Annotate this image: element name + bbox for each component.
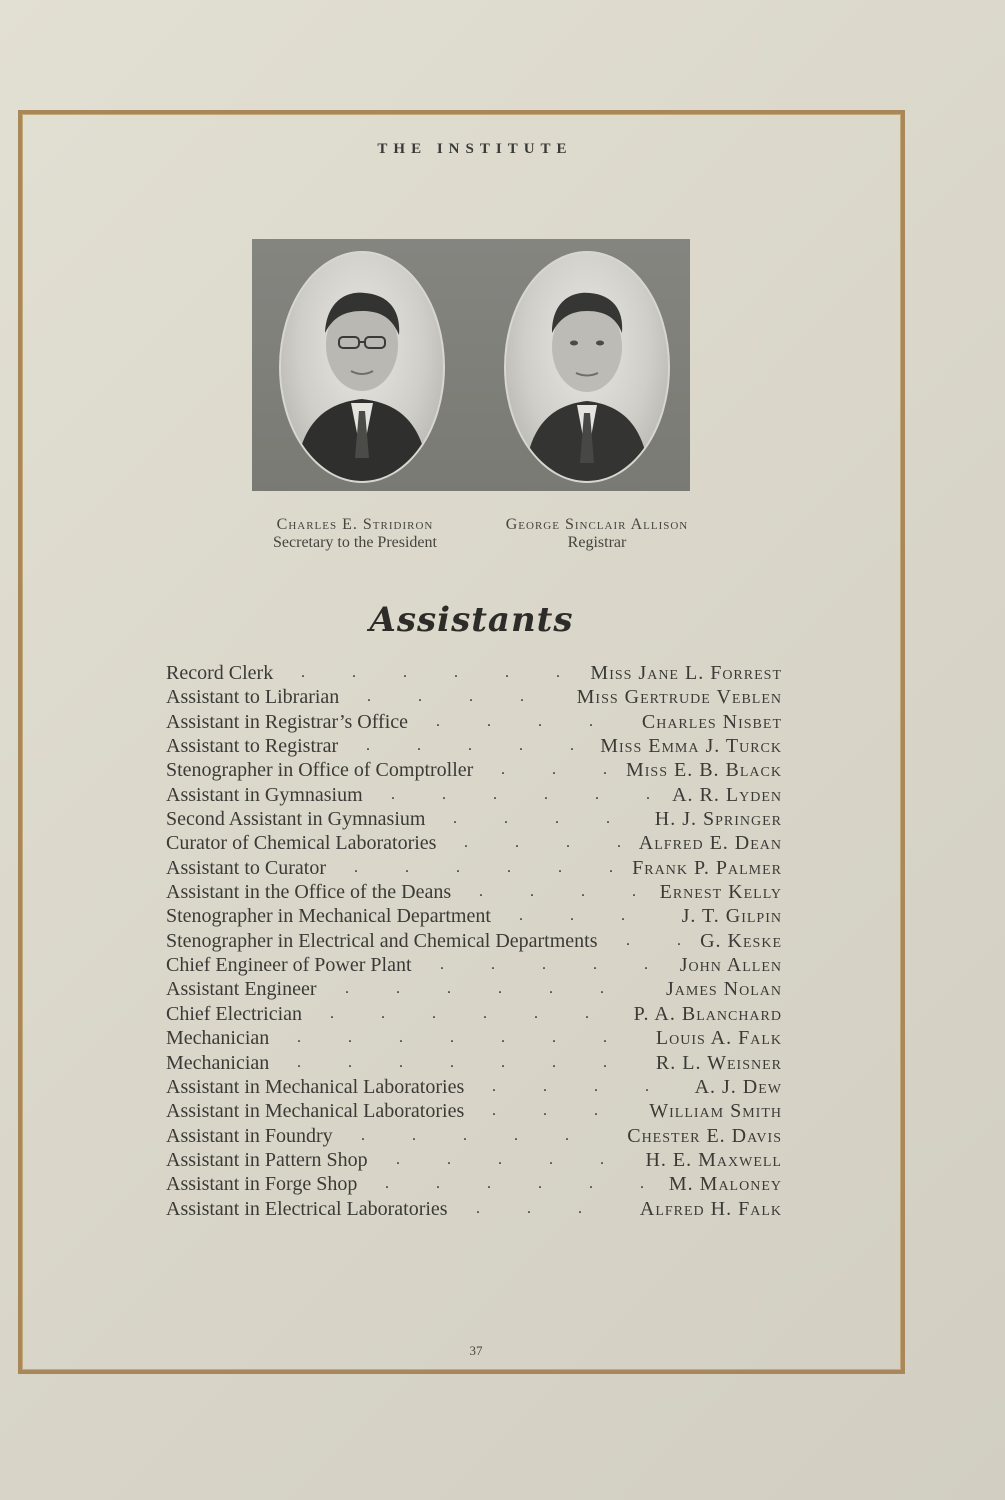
- roster-role: Chief Engineer of Power Plant: [166, 954, 412, 977]
- portrait-caption-right: [472, 516, 722, 552]
- leader-dot: .: [603, 1053, 607, 1071]
- leader-dot: .: [468, 737, 472, 755]
- leader-dot: .: [361, 1126, 365, 1144]
- leader-dot: .: [396, 980, 400, 998]
- roster-role: Assistant in Forge Shop: [166, 1173, 358, 1196]
- leader-dot: .: [345, 980, 349, 998]
- leader-dot: .: [527, 1199, 531, 1217]
- roster-name: William Smith: [649, 1100, 782, 1123]
- leader-dot: .: [483, 1004, 487, 1022]
- leader-dot: .: [492, 1102, 496, 1120]
- leader-dot: .: [412, 1126, 416, 1144]
- caption-name: George Sinclair Allison: [505, 516, 689, 533]
- roster-name: Miss Jane L. Forrest: [590, 662, 782, 684]
- roster-row: [166, 734, 782, 758]
- leader-dot: .: [519, 907, 523, 925]
- roster-name: R. L. Weisner: [655, 1051, 782, 1074]
- leader-dot: .: [543, 1077, 547, 1095]
- leader-dot: .: [520, 688, 524, 706]
- staff-roster: [166, 661, 782, 1221]
- leader-dot: .: [493, 785, 497, 803]
- leader-dot: .: [399, 1029, 403, 1047]
- leader-dot: .: [492, 1077, 496, 1095]
- leader-dot: .: [558, 858, 562, 876]
- roster-row: [166, 856, 782, 880]
- roster-role: Stenographer in Office of Comptroller: [166, 759, 474, 782]
- roster-role: Assistant to Registrar: [166, 735, 339, 758]
- roster-name: H. E. Maxwell: [645, 1148, 782, 1171]
- roster-name: James Nolan: [665, 978, 782, 1001]
- roster-role: Stenographer in Electrical and Chemical Departments: [166, 929, 598, 952]
- leader-dot: .: [301, 664, 305, 681]
- roster-row: [166, 977, 782, 1001]
- roster-role: Assistant in Mechanical Laboratories: [166, 1075, 465, 1098]
- roster-row: [166, 661, 782, 685]
- leader-dot: .: [487, 712, 491, 730]
- leader-dot: .: [391, 785, 395, 803]
- roster-role: Assistant in Registrar’s Office: [166, 710, 409, 733]
- leader-dot: .: [544, 785, 548, 803]
- roster-name: Charles Nisbet: [641, 710, 782, 733]
- roster-row: [166, 1051, 782, 1075]
- roster-name: A. J. Dew: [694, 1075, 782, 1098]
- roster-name: J. T. Gilpin: [681, 905, 782, 928]
- leader-dot: .: [417, 737, 421, 755]
- portrait-oval-left: [279, 251, 445, 483]
- portrait-oval-right: [504, 251, 670, 483]
- roster-role: Chief Electrician: [166, 1002, 303, 1025]
- roster-row: [166, 710, 782, 734]
- section-title: Assistants: [369, 600, 574, 640]
- leader-dot: .: [594, 1077, 598, 1095]
- leader-dot: .: [418, 688, 422, 706]
- leader-dot: .: [514, 1126, 518, 1144]
- roster-row: [166, 783, 782, 807]
- leader-dot: .: [538, 1175, 542, 1193]
- roster-role: Assistant to Librarian: [166, 686, 340, 709]
- roster-row: [166, 1172, 782, 1196]
- leader-dot: .: [519, 737, 523, 755]
- leader-dot: .: [677, 931, 681, 949]
- leader-dot: .: [385, 1175, 389, 1193]
- page-number: 37: [469, 1343, 483, 1358]
- roster-name: G. Keske: [700, 929, 782, 952]
- leader-dot: .: [454, 664, 458, 681]
- leader-dot: .: [352, 664, 356, 681]
- leader-dot: .: [600, 1150, 604, 1168]
- leader-dot: .: [491, 956, 495, 974]
- leader-dot: .: [330, 1004, 334, 1022]
- leader-dot: .: [589, 1175, 593, 1193]
- leader-dot: .: [456, 858, 460, 876]
- portrait-allison-image: [506, 253, 668, 481]
- roster-name: Miss E. B. Black: [625, 759, 782, 782]
- leader-dot: .: [581, 883, 585, 901]
- leader-dot: .: [594, 1102, 598, 1120]
- leader-dot: .: [538, 712, 542, 730]
- roster-row: [166, 953, 782, 977]
- leader-dot: .: [348, 1053, 352, 1071]
- leader-dot: .: [621, 907, 625, 925]
- leader-dot: .: [354, 858, 358, 876]
- roster-row: [166, 904, 782, 928]
- roster-role: Mechanician: [166, 1027, 270, 1050]
- leader-dot: .: [600, 980, 604, 998]
- leader-dot: .: [609, 858, 613, 876]
- roster-name: Alfred E. Dean: [638, 832, 782, 855]
- leader-dot: .: [646, 785, 650, 803]
- roster-name: H. J. Springer: [654, 808, 782, 831]
- leader-dot: .: [501, 1053, 505, 1071]
- roster-name: Louis A. Falk: [655, 1027, 782, 1050]
- leader-dot: .: [432, 1004, 436, 1022]
- caption-title: Secretary to the President: [273, 534, 437, 551]
- leader-dot: .: [534, 1004, 538, 1022]
- leader-dot: .: [450, 1053, 454, 1071]
- leader-dot: .: [552, 1053, 556, 1071]
- portrait-stridiron-image: [281, 253, 443, 481]
- leader-dot: .: [498, 1150, 502, 1168]
- roster-role: Assistant in Pattern Shop: [166, 1148, 368, 1171]
- leader-dot: .: [556, 664, 560, 681]
- leader-dot: .: [566, 834, 570, 852]
- leader-dot: .: [603, 761, 607, 779]
- caption-title: Registrar: [567, 534, 627, 551]
- leader-dot: .: [542, 956, 546, 974]
- leader-dot: .: [436, 712, 440, 730]
- roster-row: [166, 831, 782, 855]
- roster-name: Ernest Kelly: [659, 881, 782, 904]
- roster-row: [166, 1099, 782, 1123]
- roster-row: [166, 1197, 782, 1221]
- leader-dot: .: [552, 761, 556, 779]
- leader-dot: .: [348, 1029, 352, 1047]
- roster-row: [166, 929, 782, 953]
- leader-dot: .: [297, 1053, 301, 1071]
- leader-dot: .: [617, 834, 621, 852]
- roster-row: [166, 1148, 782, 1172]
- roster-row: [166, 758, 782, 782]
- roster-name: Alfred H. Falk: [639, 1197, 782, 1220]
- roster-name: Chester E. Davis: [627, 1124, 782, 1147]
- roster-name: A. R. Lyden: [672, 783, 782, 806]
- leader-dot: .: [640, 1175, 644, 1193]
- leader-dot: .: [585, 1004, 589, 1022]
- leader-dot: .: [606, 810, 610, 828]
- leader-dot: .: [593, 956, 597, 974]
- roster-name: Frank P. Palmer: [632, 856, 782, 879]
- leader-dot: .: [403, 664, 407, 681]
- caption-name: Charles E. Stridiron: [276, 516, 434, 533]
- leader-dot: .: [570, 907, 574, 925]
- leader-dot: .: [645, 1077, 649, 1095]
- leader-dot: .: [578, 1199, 582, 1217]
- leader-dot: .: [367, 688, 371, 706]
- leader-dot: .: [589, 712, 593, 730]
- leader-dot: .: [436, 1175, 440, 1193]
- roster-name: P. A. Blanchard: [633, 1002, 782, 1025]
- leader-dot: .: [549, 980, 553, 998]
- running-header: THE INSTITUTE: [377, 141, 573, 157]
- roster-row: [166, 807, 782, 831]
- roster-role: Assistant to Curator: [166, 856, 326, 879]
- leader-dot: .: [555, 810, 559, 828]
- leader-dot: .: [297, 1029, 301, 1047]
- roster-role: Stenographer in Mechanical Department: [166, 905, 491, 928]
- roster-role: Mechanician: [166, 1051, 270, 1074]
- leader-dot: .: [442, 785, 446, 803]
- leader-dot: .: [644, 956, 648, 974]
- leader-dot: .: [530, 883, 534, 901]
- leader-dot: .: [450, 1029, 454, 1047]
- leader-dot: .: [626, 931, 630, 949]
- leader-dot: .: [498, 980, 502, 998]
- leader-dot: .: [603, 1029, 607, 1047]
- leader-dot: .: [507, 858, 511, 876]
- leader-dot: .: [464, 834, 468, 852]
- leader-dot: .: [447, 1150, 451, 1168]
- leader-dot: .: [543, 1102, 547, 1120]
- roster-role: Assistant in Foundry: [166, 1124, 333, 1147]
- leader-dot: .: [476, 1199, 480, 1217]
- leader-dot: .: [549, 1150, 553, 1168]
- leader-dot: .: [479, 883, 483, 901]
- portrait-panel: [252, 239, 690, 491]
- roster-name: M. Maloney: [668, 1173, 782, 1196]
- leader-dot: .: [447, 980, 451, 998]
- leader-dot: .: [505, 664, 509, 681]
- roster-role: Second Assistant in Gymnasium: [166, 808, 426, 831]
- roster-role: Assistant in Mechanical Laboratories: [166, 1100, 465, 1123]
- roster-role: Assistant in Electrical Laboratories: [166, 1197, 448, 1220]
- roster-row: [166, 880, 782, 904]
- roster-name: John Allen: [679, 954, 782, 977]
- roster-name: Miss Gertrude Veblen: [576, 686, 782, 709]
- leader-dot: .: [504, 810, 508, 828]
- leader-dot: .: [570, 737, 574, 755]
- roster-row: [166, 1075, 782, 1099]
- roster-role: Assistant Engineer: [166, 978, 317, 1001]
- leader-dot: .: [463, 1126, 467, 1144]
- leader-dot: .: [632, 883, 636, 901]
- leader-dot: .: [501, 761, 505, 779]
- leader-dot: .: [453, 810, 457, 828]
- leader-dot: .: [469, 688, 473, 706]
- roster-row: [166, 1026, 782, 1050]
- roster-role: Record Clerk: [166, 662, 274, 684]
- leader-dot: .: [501, 1029, 505, 1047]
- roster-name: Miss Emma J. Turck: [600, 735, 782, 758]
- leader-dot: .: [552, 1029, 556, 1047]
- roster-row: [166, 685, 782, 709]
- roster-role: Curator of Chemical Laboratories: [166, 832, 437, 855]
- roster-row: [166, 1124, 782, 1148]
- leader-dot: .: [515, 834, 519, 852]
- leader-dot: .: [366, 737, 370, 755]
- roster-role: Assistant in the Office of the Deans: [166, 881, 452, 904]
- leader-dot: .: [399, 1053, 403, 1071]
- leader-dot: .: [487, 1175, 491, 1193]
- leader-dot: .: [595, 785, 599, 803]
- leader-dot: .: [440, 956, 444, 974]
- portrait-caption-left: [230, 516, 480, 552]
- leader-dot: .: [405, 858, 409, 876]
- roster-role: Assistant in Gymnasium: [166, 783, 363, 806]
- leader-dot: .: [381, 1004, 385, 1022]
- leader-dot: .: [396, 1150, 400, 1168]
- leader-dot: .: [565, 1126, 569, 1144]
- roster-row: [166, 1002, 782, 1026]
